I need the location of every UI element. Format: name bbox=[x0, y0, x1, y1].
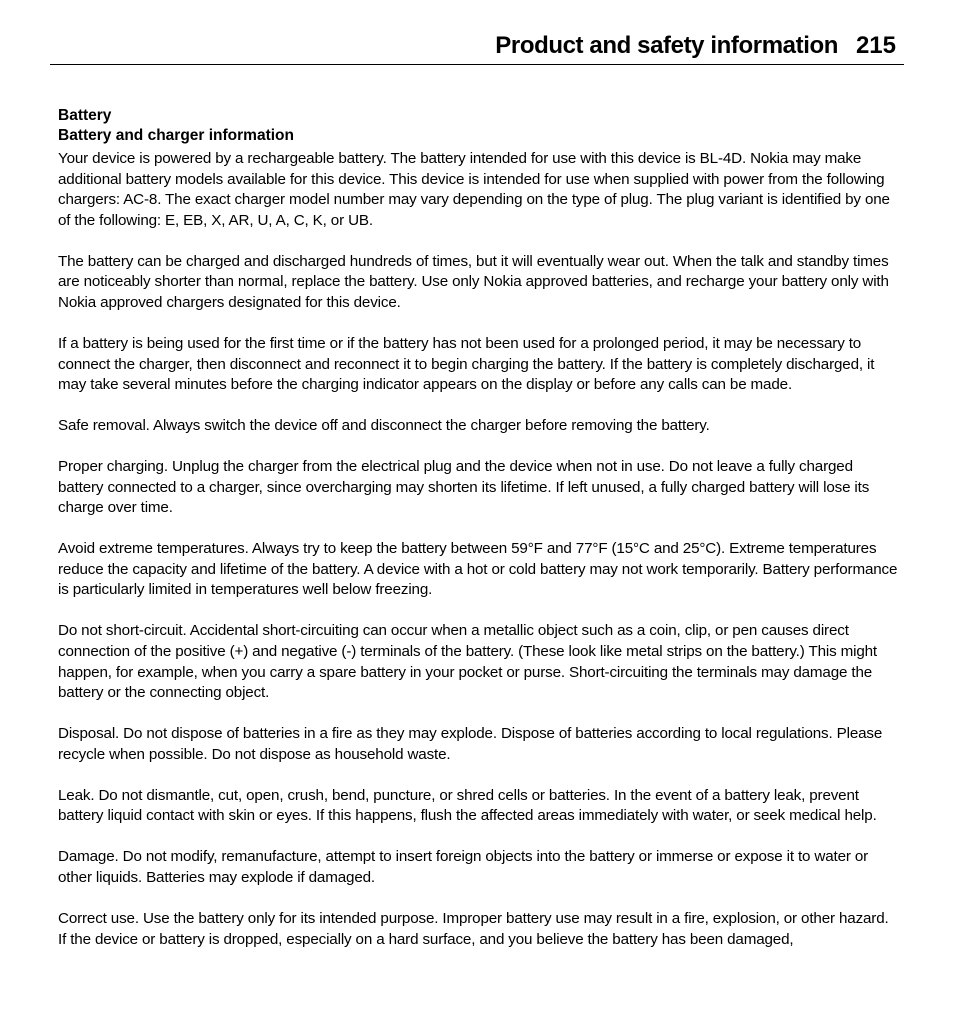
paragraph-battery-intro: Your device is powered by a rechargeable battery. The battery intended for use with this device is BL-4D. Nokia may make additional battery models available for this device. This device is intended for use when supplied with power from the following chargers: AC-8. The exact charger model number may vary depending on the type of plug. The plug variant is identified by one of the following: E, EB, X, AR, U, A, C, K, or UB. bbox=[58, 150, 890, 229]
paragraph-first-use: If a battery is being used for the first time or if the battery has not been used for a prolonged period, it may be necessary to connect the charger, then disconnect and reconnect it to begin charging the battery. If the battery is completely discharged, it may take several minutes before the charging indicator appears on the display or before any calls can be made. bbox=[58, 334, 875, 394]
paragraph-charge-cycles: The battery can be charged and discharged hundreds of times, but it will eventually wear out. When the talk and standby times are noticeably shorter than normal, replace the battery. Use only Nokia approved batteries, and recharge your battery only with Nokia approved chargers designated for this device. bbox=[58, 252, 889, 311]
page-number: 215 bbox=[855, 32, 896, 59]
document-body bbox=[58, 106, 898, 950]
paragraph-temperatures: Avoid extreme temperatures. Always try to keep the battery between 59°F and 77°F (15°C and 25°C). Extreme temperatures reduce the capacity and lifetime of the battery. A device with a hot or cold battery may not work temporarily. Battery performance is particularly limited in temperatures well below freezing. bbox=[58, 540, 898, 599]
paragraph-correct-use: Correct use. Use the battery only for its intended purpose. Improper battery use may result in a fire, explosion, or other hazard. If the device or battery is dropped, especially on a hard surface, and you believe the battery has been damaged, bbox=[58, 909, 889, 948]
paragraph-safe-removal: Safe removal. Always switch the device off and disconnect the charger before removing the battery. bbox=[58, 417, 710, 435]
paragraph-leak: Leak. Do not dismantle, cut, open, crush, bend, puncture, or shred cells or batteries. In the event of a battery leak, prevent battery liquid contact with skin or eyes. If this happens, flush the affected areas immediately with water, or seek medical help. bbox=[58, 786, 877, 825]
page-title: Product and safety information bbox=[495, 32, 838, 59]
paragraph-short-circuit: Do not short-circuit. Accidental short-circuiting can occur when a metallic object such as a coin, clip, or pen causes direct connection of the positive (+) and negative (-) terminals of the battery. (These look like metal strips on the battery.) This might happen, for example, when you carry a spare battery in your pocket or purse. Short-circuiting the terminals may damage the battery or the connecting object. bbox=[58, 622, 878, 702]
paragraph-proper-charging: Proper charging. Unplug the charger from the electrical plug and the device when not in use. Do not leave a fully charged battery connected to a charger, since overcharging may shorten its lifetime. If left unused, a fully charged battery will lose its charge over time. bbox=[58, 458, 870, 517]
paragraph-disposal: Disposal. Do not dispose of batteries in a fire as they may explode. Dispose of batteries according to local regulations. Please recycle when possible. Do not dispose as household waste. bbox=[58, 725, 883, 763]
paragraph-damage: Damage. Do not modify, remanufacture, attempt to insert foreign objects into the battery or immerse or expose it to water or other liquids. Batteries may explode if damaged. bbox=[58, 848, 869, 886]
section-heading: Battery bbox=[58, 107, 112, 124]
page-header bbox=[50, 30, 904, 65]
section-subheading: Battery and charger information bbox=[58, 127, 294, 144]
